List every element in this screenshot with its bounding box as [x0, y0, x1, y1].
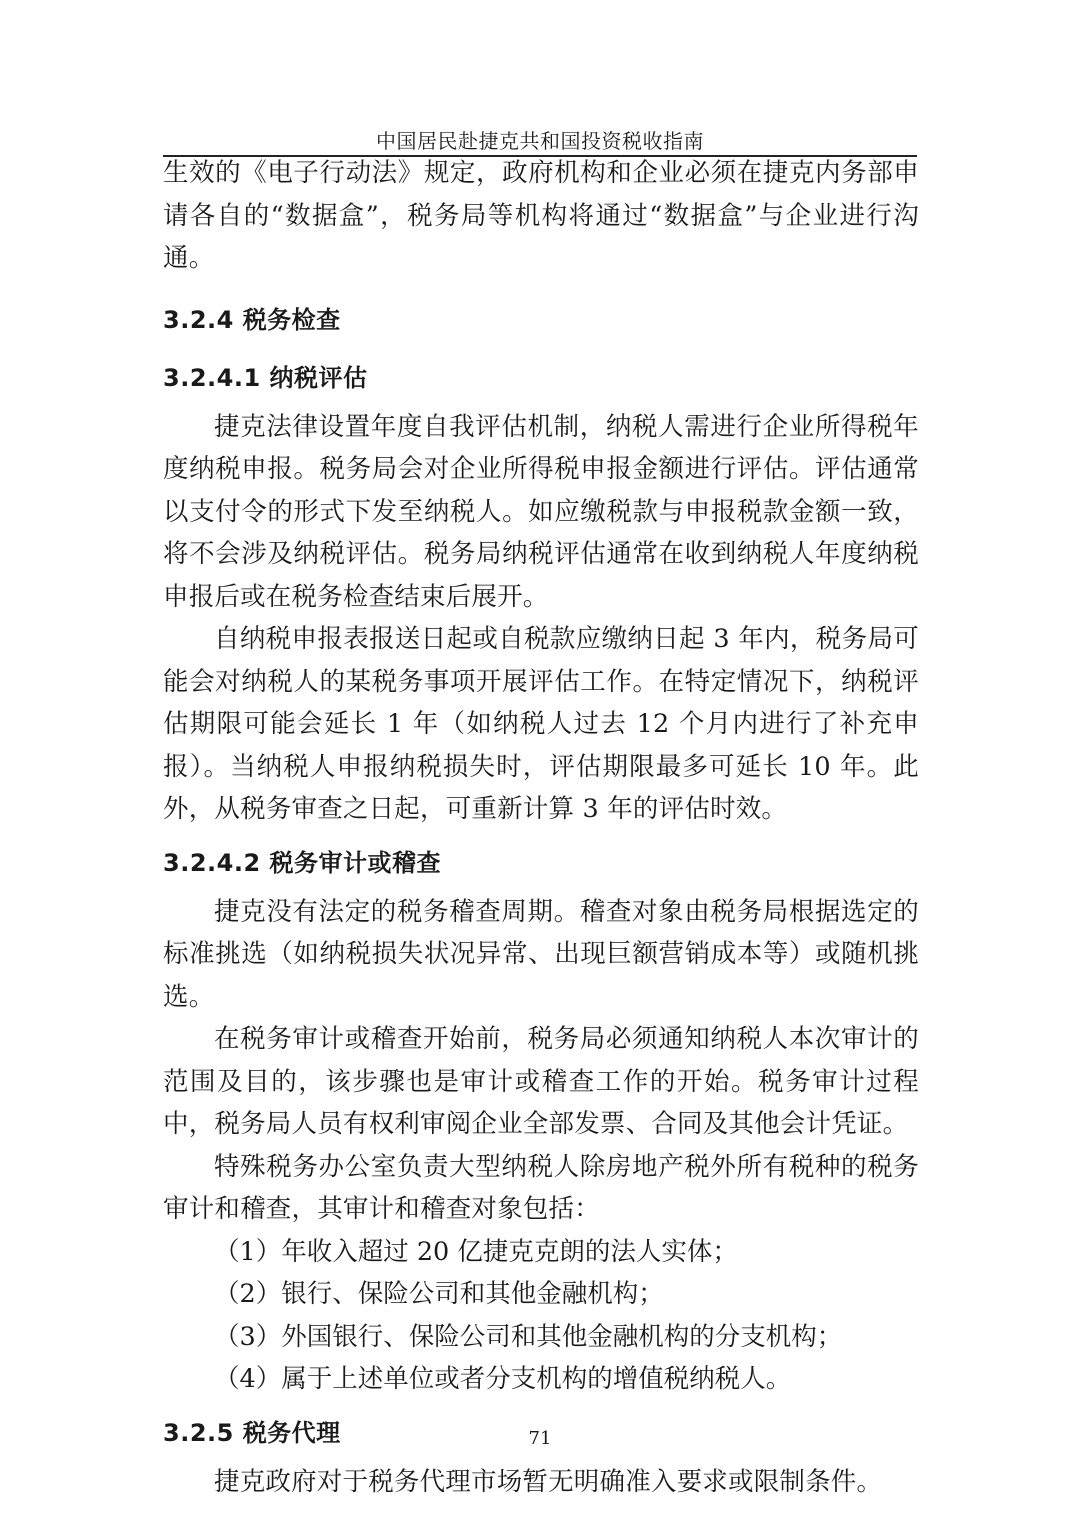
audit-target-list — [163, 1231, 919, 1401]
page-content — [163, 152, 919, 1503]
section-heading-3-2-4: 3.2.4 税务检查 — [163, 305, 341, 334]
intro-paragraph: 生效的《电子行动法》规定，政府机构和企业必须在捷克内务部申请各自的“数据盒”，税务局等机构将通过“数据盒”与企业进行沟通。 — [163, 158, 919, 273]
paragraph-tax-audit-1: 捷克没有法定的税务稽查周期。稽查对象由税务局根据选定的标准挑选（如纳税损失状况异常、出现巨额营销成本等）或随机挑选。 — [163, 896, 919, 1012]
section-heading-3-2-4-1: 3.2.4.1 纳税评估 — [163, 363, 368, 392]
section-heading-3-2-4-2: 3.2.4.2 税务审计或稽查 — [163, 848, 442, 877]
paragraph-tax-assessment-1: 捷克法律设置年度自我评估机制，纳税人需进行企业所得税年度纳税申报。税务局会对企业所得税申报金额进行评估。评估通常以支付令的形式下发至纳税人。如应缴税款与申报税款金额一致，将不会涉及纳税评估。税务局纳税评估通常在收到纳税人年度纳税申报后或在税务检查结束后展开。 — [163, 411, 919, 612]
list-item: （2）银行、保险公司和其他金融机构； — [214, 1279, 664, 1309]
page-number: 71 — [528, 1428, 552, 1449]
running-header: 中国居民赴捷克共和国投资税收指南 — [376, 129, 704, 153]
list-item: （4）属于上述单位或者分支机构的增值税纳税人。 — [214, 1364, 792, 1394]
paragraph-tax-assessment-2: 自纳税申报表报送日起或自税款应缴纳日起 3 年内，税务局可能会对纳税人的某税务事项开展评估工作。在特定情况下，纳税评估期限可能会延长 1 年（如纳税人过去 12 个月内进行了补充申报）。当纳税人申报纳税损失时，评估期限最多可延长 10 年。此外，从税务审查之日起，可重新计算 3 年的评估时效。 — [163, 624, 919, 824]
paragraph-tax-audit-3: 特殊税务办公室负责大型纳税人除房地产税外所有税种的税务审计和稽查，其审计和稽查对象包括： — [163, 1151, 919, 1224]
section-heading-3-2-5: 3.2.5 税务代理 — [163, 1418, 341, 1447]
paragraph-tax-audit-2: 在税务审计或稽查开始前，税务局必须通知纳税人本次审计的范围及目的，该步骤也是审计或稽查工作的开始。税务审计过程中，税务局人员有权利审阅企业全部发票、合同及其他会计凭证。 — [163, 1024, 919, 1139]
list-item: （1）年收入超过 20 亿捷克克朗的法人实体； — [214, 1236, 738, 1267]
paragraph-tax-agency: 捷克政府对于税务代理市场暂无明确准入要求或限制条件。 — [214, 1466, 883, 1497]
list-item: （3）外国银行、保险公司和其他金融机构的分支机构； — [214, 1321, 843, 1352]
